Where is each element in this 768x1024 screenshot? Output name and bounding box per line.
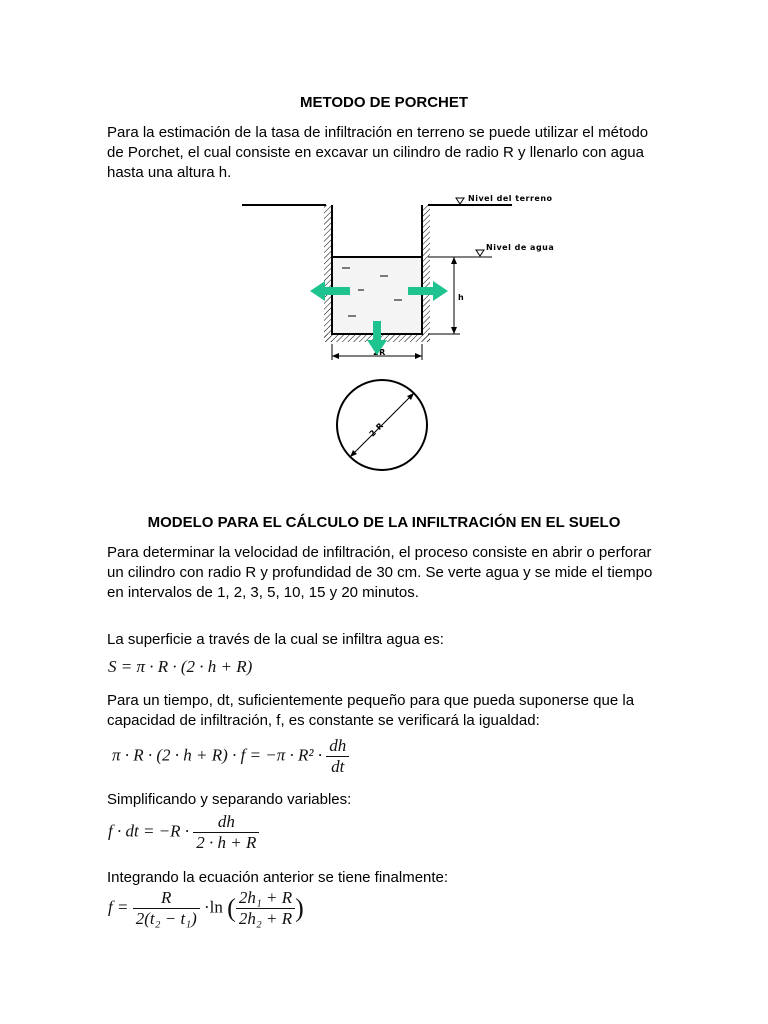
- fraction-numerator: dh: [326, 736, 349, 757]
- equation-surface: S = π · R · (2 · h + R): [108, 657, 253, 676]
- equation-final: f = $\frac{R}{\text{2(t₂ − t₁)}}$ ·ln ( $\frac{\text{2h₁ + R}}{\text{2h₂ + R}}$ ): [108, 888, 304, 928]
- equation-final-lhs: f =: [108, 897, 129, 917]
- porchet-figure: [230, 188, 590, 483]
- equation-balance-fraction: [326, 736, 349, 777]
- label-h: h: [458, 293, 465, 302]
- equation-final-ln: ·ln: [204, 897, 223, 917]
- equation-balance-left: π · R · (2 · h + R) · f = −π · R² ·: [112, 745, 322, 765]
- model-paragraph: Para determinar la velocidad de infiltración, el proceso consiste en abrir o perforar un cilindro con radio R y profundidad de 30 cm. Se verte agua y se mide el tiempo en intervalos de 1, 2, 3, 5, 10, 15 y 20 minutos.: [107, 544, 653, 601]
- porchet-diagram: [230, 188, 590, 478]
- hatch-right-wall: [422, 205, 430, 342]
- heading-metodo-porchet: METODO DE PORCHET: [299, 94, 469, 111]
- label-nivel-terreno: Nivel del terreno: [468, 194, 553, 203]
- simplify-paragraph: Simplificando y separando variables:: [107, 791, 352, 808]
- fraction-numerator: R: [133, 888, 200, 909]
- fraction-numerator: 2h₁ + R: [236, 888, 295, 909]
- equation-balance: [112, 736, 349, 777]
- fraction-denominator: 2(t₂ − t₁): [135, 909, 197, 928]
- equation-separated-fraction: [193, 812, 259, 853]
- surface-paragraph: La superficie a través de la cual se infiltra agua es:: [107, 631, 444, 648]
- dt-paragraph: Para un tiempo, dt, suficientemente pequeño para que pueda suponerse que la capacidad de infiltración, f, es constante se verificará la igualdad:: [107, 692, 635, 729]
- label-2r-width: 2R: [373, 348, 386, 357]
- intro-paragraph: Para la estimación de la tasa de infiltración en terreno se puede utilizar el método de Porchet, el cual consiste en excavar un cilindro de radio R y llenarlo con agua hasta una altura h.: [107, 124, 649, 181]
- label-nivel-agua: Nivel de agua: [486, 243, 555, 252]
- ground-level-marker: [456, 198, 464, 204]
- fraction-numerator: dh: [193, 812, 259, 833]
- equation-separated-left: f · dt = −R ·: [108, 821, 190, 841]
- fraction-denominator: 2h₂ + R: [238, 909, 293, 928]
- label-2r-diameter: 2 R: [367, 420, 386, 439]
- equation-final-fraction-1: [133, 888, 200, 929]
- integrate-paragraph: Integrando la ecuación anterior se tiene finalmente:: [107, 869, 449, 886]
- fraction-denominator: 2 · h + R: [196, 833, 257, 852]
- fraction-denominator: dt: [331, 757, 345, 776]
- hatch-left-wall: [324, 205, 332, 342]
- water-level-marker: [476, 250, 484, 256]
- heading-modelo: MODELO PARA EL CÁLCULO DE LA INFILTRACIÓN EN EL SUELO: [147, 514, 621, 531]
- equation-separated: [108, 812, 259, 853]
- equation-final-fraction-2: [236, 888, 295, 929]
